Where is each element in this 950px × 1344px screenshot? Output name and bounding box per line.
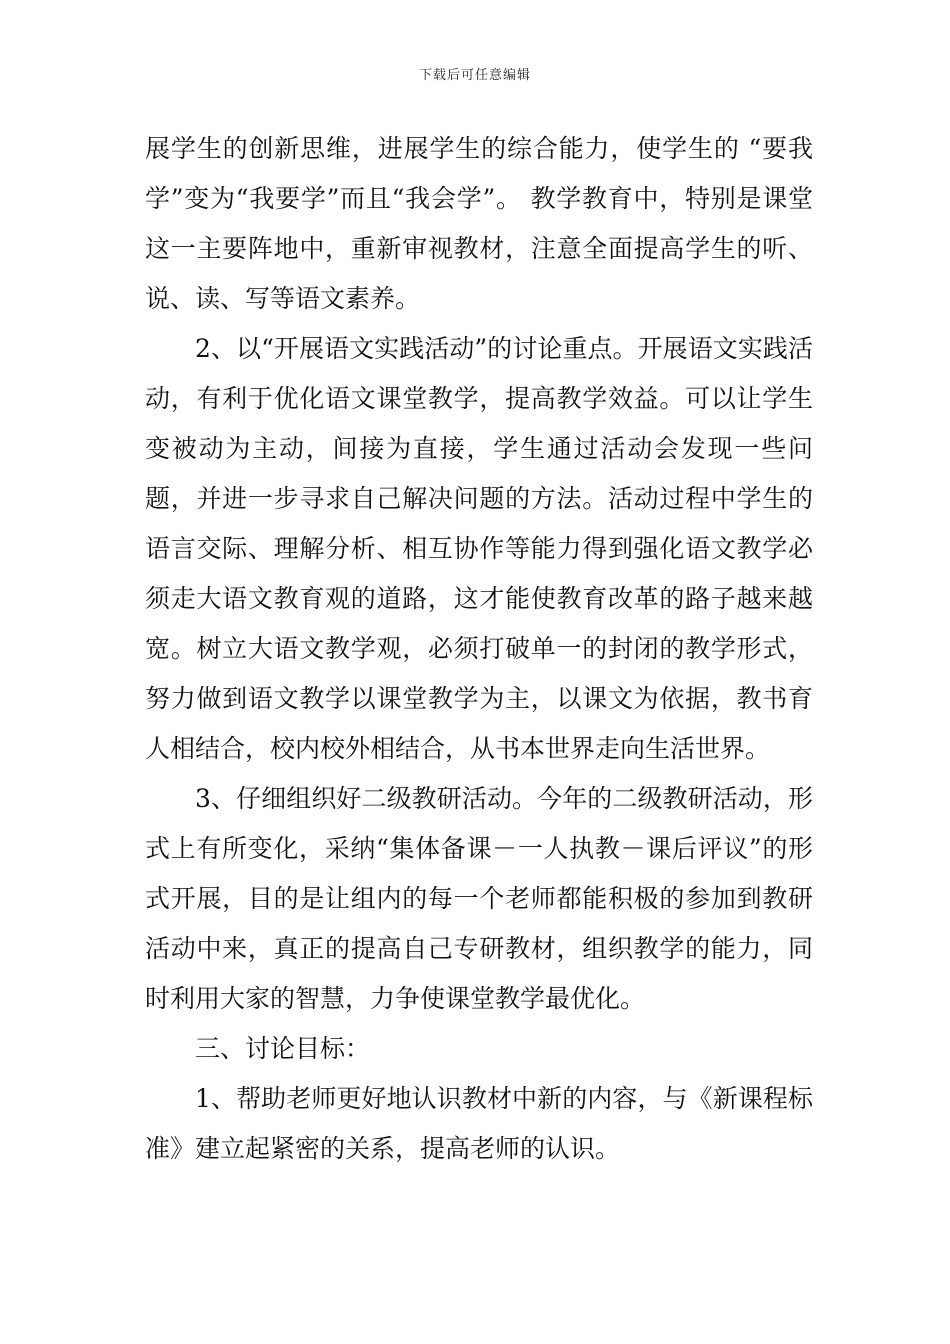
paragraph-item-2: 2、以“开展语文实践活动”的讨论重点。开展语文实践活动，有利于优化语文课堂教学，提高教学效益。可以让学生变被动为主动，间接为直接，学生通过活动会发现一些问题，并进一步寻求自己解决问题的方法。活动过程中学生的语言交际、理解分析、相互协作等能力得到强化语文教学必须走大语文教育观的道路，这才能使教育改革的路子越来越宽。树立大语文教学观，必须打破单一的封闭的教学形式，努力做到语文教学以课堂教学为主，以课文为依据，教书育人相结合，校内校外相结合，从书本世界走向生活世界。 <box>145 334 813 763</box>
document-body <box>145 124 813 1174</box>
page-header: 下载后可任意编辑 <box>418 68 531 83</box>
paragraph-continuation: 展学生的创新思维，进展学生的综合能力，使学生的 “要我学”变为“我要学”而且“我会学”。 教学教育中，特别是课堂这一主要阵地中，重新审视教材，注意全面提高学生的听、说、读、写等语文素养。 <box>145 134 813 313</box>
paragraph-objective-1: 1、帮助老师更好地认识教材中新的内容，与《新课程标准》建立起紧密的关系，提高老师的认识。 <box>145 1084 813 1163</box>
section-heading-objectives: 三、讨论目标： <box>195 1034 371 1063</box>
paragraph-item-3: 3、仔细组织好二级教研活动。今年的二级教研活动，形式上有所变化，采纳“集体备课－一人执教－课后评议”的形式开展，目的是让组内的每一个老师都能积极的参加到教研活动中来，真正的提高自己专研教材，组织教学的能力，同时利用大家的智慧，力争使课堂教学最优化。 <box>145 784 813 1013</box>
